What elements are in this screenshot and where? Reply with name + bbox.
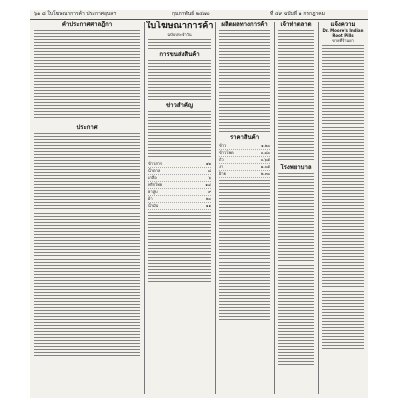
table-row [148, 196, 211, 203]
masthead-subtitle: ฉบับประจำวัน [167, 32, 192, 37]
text-block [322, 199, 364, 289]
ad-title: Dr. Moore's Indian Root Pills [322, 28, 364, 38]
table-cell-name: ยาสูบ [148, 189, 158, 194]
table-cell-value: ๑๒ [205, 161, 211, 166]
text-block [219, 92, 270, 132]
table-cell-value: ๖ [208, 175, 211, 180]
table-row [219, 150, 270, 157]
text-block [34, 30, 140, 64]
table-cell-value: ๘ [207, 168, 211, 173]
text-block [278, 30, 314, 100]
column-1-heading: คำประกาศศาลฎีกา [61, 21, 113, 28]
table-cell-value: ๒.๓๐ [260, 171, 270, 176]
table-row [148, 161, 211, 168]
table-cell-name: ถั่ว [219, 157, 224, 162]
text-block [148, 39, 211, 49]
newspaper-page [30, 10, 368, 398]
text-block [34, 133, 140, 173]
table-cell-name: พริกไทย [148, 182, 163, 187]
table-cell-value: ๙ [208, 189, 211, 194]
text-block [219, 30, 270, 90]
table-cell-value: ๐.๖๕ [260, 157, 270, 162]
header-right-text: ที่ ๔๙ ฉบับที่ ๑ กรกฎาคม [270, 11, 325, 17]
masthead-title: ใบโฆษณาการค้า [146, 21, 213, 31]
column-rule [274, 22, 275, 394]
table-row [148, 168, 211, 175]
table-cell-value: ๑.๐๕ [260, 164, 270, 169]
price-table [148, 161, 211, 210]
column-3-heading: ผลิตผลทางการค้า [221, 21, 268, 28]
text-block [219, 262, 270, 322]
text-block [148, 60, 211, 100]
section-heading: การขนส่งสินค้า [159, 51, 200, 58]
table-cell-name: ข้าวสาร [148, 161, 163, 166]
text-block [278, 265, 314, 365]
text-block [278, 102, 314, 162]
text-block [34, 307, 140, 357]
text-block [148, 111, 211, 159]
section-heading: ราคาสินค้า [229, 134, 260, 141]
section-heading: ข่าวสำคัญ [166, 102, 193, 109]
table-cell-name: น้ำมัน [148, 203, 159, 208]
text-block [219, 180, 270, 260]
column-1 [32, 21, 142, 396]
notice-heading: ประกาศ [76, 124, 98, 131]
table-cell-name: ฝ้าย [219, 171, 226, 176]
table-cell-name: เกลือ [148, 175, 157, 180]
price-table [219, 143, 270, 178]
text-block [148, 212, 211, 282]
column-3 [217, 21, 272, 396]
table-cell-name: น้ำตาล [148, 168, 161, 173]
table-cell-value: ๑๔ [205, 182, 211, 187]
text-block [322, 45, 364, 125]
table-cell-name: ผ้า [148, 196, 153, 201]
section-heading: โรงพยาบาล [280, 164, 312, 171]
column-rule [144, 22, 145, 394]
table-row [148, 203, 211, 210]
table-row [219, 143, 270, 150]
table-cell-value: ๒๐ [205, 196, 211, 201]
text-block [34, 213, 140, 257]
column-5-heading: แจ้งความ [330, 21, 356, 28]
table-row [219, 171, 270, 178]
table-row [148, 182, 211, 189]
table-cell-value: ๐.๘๐ [260, 150, 270, 155]
table-row [219, 157, 270, 164]
table-row [219, 164, 270, 171]
table-cell-name: งา [219, 164, 224, 169]
column-rule [215, 22, 216, 394]
text-block [322, 127, 364, 197]
text-block [34, 66, 140, 94]
page-header [30, 10, 368, 20]
table-cell-name: ข้าวโพด [219, 150, 234, 155]
text-block [34, 175, 140, 211]
header-left-text: ๖๑ ๘ ใบโฆษณาการค้า ประกาศอุบลฯ [34, 11, 117, 17]
table-row [148, 175, 211, 182]
column-5 [320, 21, 366, 396]
text-block [34, 259, 140, 305]
column-4-heading: เจ้าท่าตลาด [280, 21, 312, 28]
column-rule [318, 22, 319, 394]
column-2 [146, 21, 213, 396]
text-block [322, 291, 364, 351]
text-block [34, 96, 140, 118]
column-4 [276, 21, 316, 396]
table-row [148, 189, 211, 196]
text-block [278, 173, 314, 263]
table-cell-value: ๑.๒๐ [261, 143, 270, 148]
table-cell-name: ข้าว [219, 143, 227, 148]
table-cell-value: ๑๑ [205, 203, 211, 208]
header-center-text: กุมภาพันธ์ ๒๔๗๐ [172, 11, 210, 17]
ad-subtitle: ขายที่ร้านยา [332, 38, 354, 43]
